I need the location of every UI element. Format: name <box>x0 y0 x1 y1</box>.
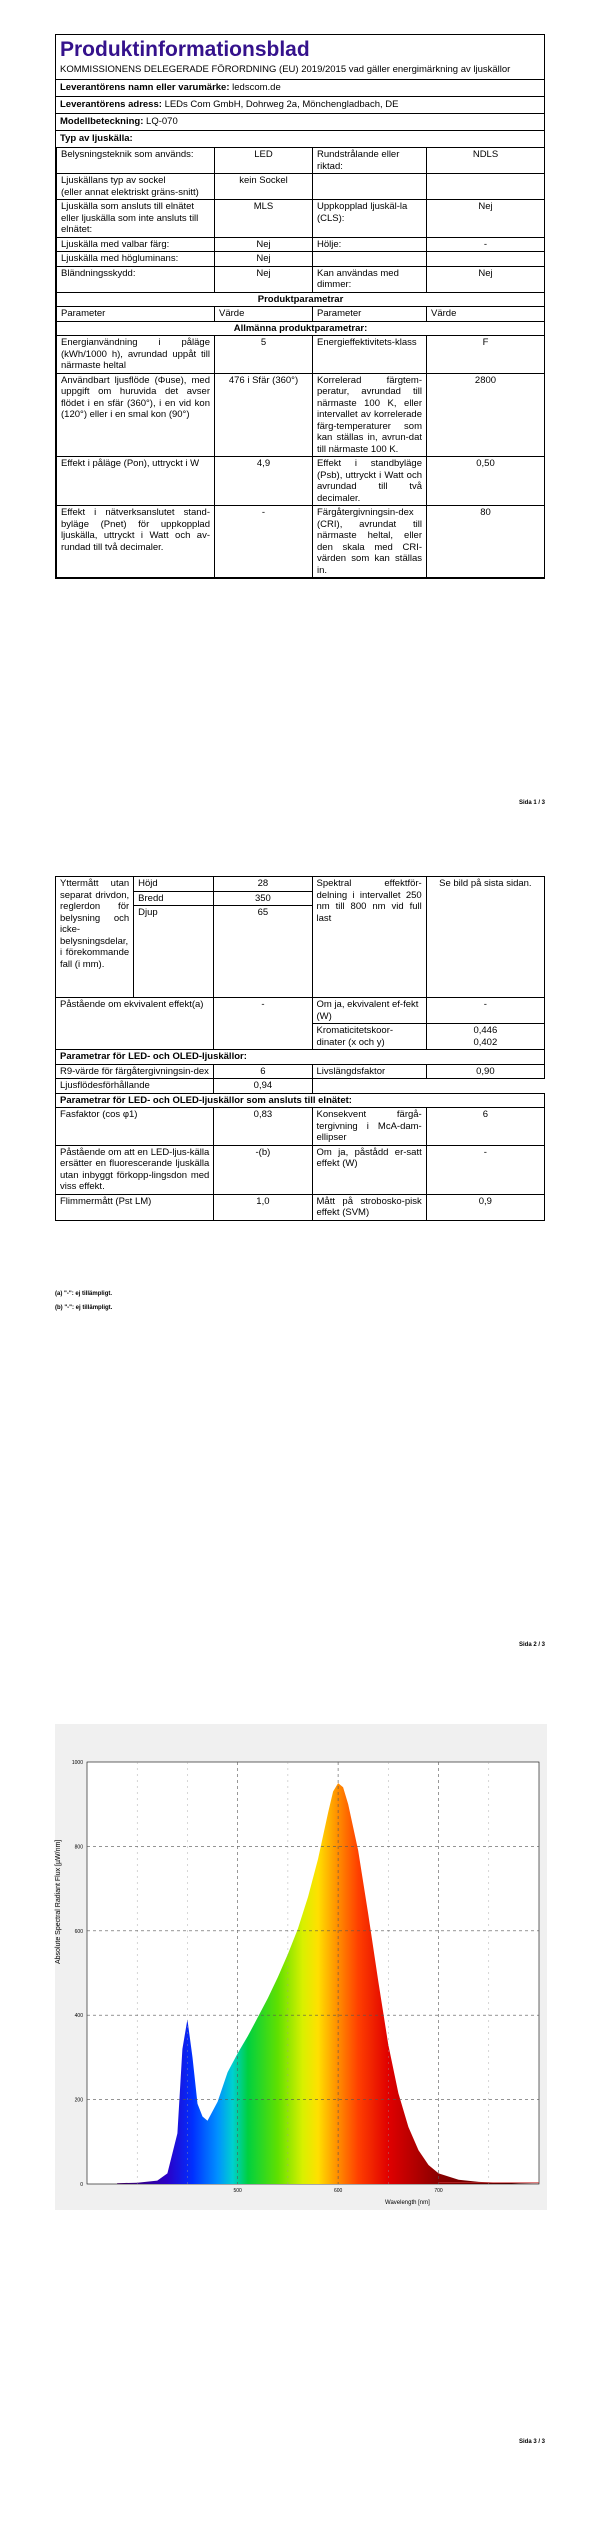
x-tick-label: 700 <box>434 2188 443 2194</box>
row-value-2: NDLS <box>427 148 545 174</box>
param-row <box>57 457 545 506</box>
consistency-value: 6 <box>426 1108 544 1146</box>
consistency-label: Konsekvent färgå-tergivning i McA-dam-ellipser <box>312 1108 426 1146</box>
y-tick-label: 800 <box>74 1844 83 1851</box>
dim-key-height: Höjd <box>134 877 214 892</box>
supplier-row <box>56 79 544 96</box>
page-number: Sida 1 / 3 <box>518 800 545 806</box>
row-value-2: Nej <box>427 266 545 292</box>
footnote-a: (a) "-": ej tillämpligt. <box>55 1291 113 1297</box>
param-value-2: 0,50 <box>427 457 545 506</box>
dim-value-height: 28 <box>214 877 312 892</box>
row-label-2 <box>313 252 427 267</box>
light-source-row <box>57 174 545 200</box>
dim-value-width: 350 <box>214 891 312 906</box>
row-label: Ljuskälla som ansluts till elnätet eller ljuskälla som inte ansluts till elnätet: <box>57 200 215 238</box>
pf-label: Fasfaktor (cos φ1) <box>56 1108 214 1146</box>
replacement-w-value: - <box>426 1145 544 1194</box>
param-label-2: Färgåtergivningsin-dex (CRI), avrundat till närmaste heltal, eller den skala med CRI-värden som kan ställas in. <box>313 506 427 578</box>
param-row <box>57 336 545 374</box>
row-value: MLS <box>215 200 313 238</box>
row-label-2: Uppkopplad ljuskäl-la (CLS): <box>313 200 427 238</box>
param-value-2: 80 <box>427 506 545 578</box>
param-label-2: Energieffektivitets-klass <box>313 336 427 374</box>
stroboscopic-value: 0,9 <box>426 1194 544 1220</box>
model-value: LQ-070 <box>146 116 178 127</box>
row-value-2 <box>427 174 545 200</box>
page-number: Sida 2 / 3 <box>518 1642 545 1648</box>
flicker-label: Flimmermått (Pst LM) <box>56 1194 214 1220</box>
row-value: kein Sockel <box>215 174 313 200</box>
supplier-value: ledscom.de <box>232 82 281 93</box>
x-tick-label: 600 <box>333 2188 343 2194</box>
row-label-2: Hölje: <box>313 237 427 252</box>
row-value: LED <box>215 148 313 174</box>
replacement-value: -(b) <box>214 1145 312 1194</box>
row-label-2: Rundstrålande eller riktad: <box>313 148 427 174</box>
page-title: Produktinformationsblad <box>60 38 310 61</box>
x-tick-label: 500 <box>233 2188 242 2194</box>
light-source-row <box>57 266 545 292</box>
param-label-2: Effekt i standbyläge (Psb), uttryckt i Watt och avrundad till två decimaler. <box>313 457 427 506</box>
chroma-label: Kromaticitetskoor-dinater (x och y) <box>312 1024 426 1050</box>
row-value-2 <box>427 252 545 267</box>
address-row <box>56 96 544 113</box>
chroma-x: 0,446 <box>473 1025 498 1036</box>
spectrum-value: Se bild på sista sidan. <box>426 877 544 998</box>
params-box-2 <box>55 876 545 1221</box>
row-label-2: Kan användas med dimmer: <box>313 266 427 292</box>
light-source-row <box>57 237 545 252</box>
param-label: Effekt i påläge (Pon), uttryckt i W <box>57 457 215 506</box>
param-label: Energianvändning i påläge (kWh/1000 h), avrundad uppåt till närmaste heltal <box>57 336 215 374</box>
params-table-2 <box>55 876 545 1221</box>
page-2 <box>0 842 595 1684</box>
supplier-label: Leverantörens namn eller varumärke: <box>60 82 230 93</box>
param-label: Effekt i nätverksanslutet stand-byläge (Pnet) för uppkopplad ljuskälla, uttryckt i Watt och av-rundad till två decimaler. <box>57 506 215 578</box>
row-label: Bländningsskydd: <box>57 266 215 292</box>
replacement-label: Påstående om att en LED-ljus-källa ersätter en fluorescerande ljuskälla utan inbyggt förkopp-lingsdon med viss effekt. <box>56 1145 214 1194</box>
light-source-row <box>57 148 545 174</box>
pf-value: 0,83 <box>214 1108 312 1146</box>
y-tick-label: 200 <box>74 2097 83 2104</box>
spectrum-plot <box>55 1724 547 2210</box>
row-label: Ljuskälla med valbar färg: <box>57 237 215 252</box>
param-label: Användbart ljusflöde (Φuse), med uppgift om huruvida det avser flödet i en sfär (360°), i en vid kon (120°) eller i en smal kon (90°) <box>57 373 215 457</box>
dims-label: Yttermått utan separat drivdon, reglerdon för belysning och icke-belysningsdelar, i förekommande fall (i mm). <box>56 877 134 998</box>
flicker-value: 1,0 <box>214 1194 312 1220</box>
general-params-header: Allmänna produktparametrar: <box>57 321 545 336</box>
col-value-1: Värde <box>215 307 313 322</box>
mains-params-header: Parametrar för LED- och OLED-ljuskällor som ansluts till elnätet: <box>56 1093 545 1108</box>
empty-cell <box>312 1079 545 1094</box>
life-label: Livslängdsfaktor <box>312 1064 426 1079</box>
equiv-w-value: - <box>426 998 544 1024</box>
param-value: 476 i Sfär (360°) <box>215 373 313 457</box>
led-params-header: Parametrar för LED- och OLED-ljuskällor: <box>56 1050 545 1065</box>
light-source-table <box>56 147 545 578</box>
footnote-b: (b) "-": ej tillämpligt. <box>55 1305 113 1311</box>
y-axis-label: Absolute Spectral Radiant Flux [µW/nm] <box>55 1839 62 1964</box>
row-value-2: - <box>427 237 545 252</box>
page-number: Sida 3 / 3 <box>518 2439 545 2445</box>
flux-value: 0,94 <box>214 1079 312 1094</box>
y-tick-label: 0 <box>80 2182 83 2188</box>
address-value: LEDs Com GmbH, Dohrweg 2a, Mönchengladbach, DE <box>164 99 399 110</box>
page-3 <box>0 1684 595 2526</box>
life-value: 0,90 <box>426 1064 544 1079</box>
col-param-1: Parameter <box>57 307 215 322</box>
col-value-2: Värde <box>427 307 545 322</box>
model-row <box>56 113 544 130</box>
params-header: Produktparametrar <box>57 292 545 307</box>
dim-key-depth: Djup <box>134 906 214 998</box>
chroma-y: 0,402 <box>473 1036 498 1048</box>
param-label-2: Korrelerad färgtem-peratur, avrundad till närmaste 100 K, eller intervallet av korrelerade färg-temperaturer som kan ställas in, avrun-dat till närmaste 100 K. <box>313 373 427 457</box>
address-label: Leverantörens adress: <box>60 99 162 110</box>
col-param-2: Parameter <box>313 307 427 322</box>
spectrum-label: Spektral effektför-delning i intervallet 250 nm till 800 nm vid full last <box>312 877 426 998</box>
row-value: Nej <box>215 266 313 292</box>
y-tick-label: 600 <box>74 1928 83 1935</box>
x-axis-label: Wavelength [nm] <box>385 2200 430 2206</box>
row-label: Ljuskälla med högluminans: <box>57 252 215 267</box>
equiv-w-label: Om ja, ekvivalent ef-fekt (W) <box>312 998 426 1024</box>
param-row <box>57 373 545 457</box>
flux-label: Ljusflödesförhållande <box>56 1079 214 1094</box>
equiv-label: Påstående om ekvivalent effekt(a) <box>56 998 214 1050</box>
stroboscopic-label: Mått på strobosko-pisk effekt (SVM) <box>312 1194 426 1220</box>
row-label: Belysningsteknik som används: <box>57 148 215 174</box>
info-sheet-box <box>55 34 545 579</box>
param-row <box>57 506 545 578</box>
param-value-2: F <box>427 336 545 374</box>
row-label: Ljuskällans typ av sockel (eller annat elektriskt gräns-snitt) <box>57 174 215 200</box>
page-1 <box>0 0 595 842</box>
model-label: Modellbeteckning: <box>60 116 144 127</box>
y-tick-label: 1000 <box>71 1760 83 1766</box>
param-value: - <box>215 506 313 578</box>
y-tick-label: 400 <box>74 2013 83 2020</box>
param-value: 4,9 <box>215 457 313 506</box>
light-source-row <box>57 252 545 267</box>
type-row <box>56 130 544 147</box>
row-label-2 <box>313 174 427 200</box>
type-label: Typ av ljuskälla: <box>60 133 133 144</box>
chroma-values <box>426 1024 544 1050</box>
row-value: Nej <box>215 252 313 267</box>
dim-value-depth: 65 <box>214 906 312 998</box>
r9-label: R9-värde för färgåtergivningsin-dex <box>56 1064 214 1079</box>
dim-key-width: Bredd <box>134 891 214 906</box>
row-value: Nej <box>215 237 313 252</box>
light-source-row <box>57 200 545 238</box>
r9-value: 6 <box>214 1064 312 1079</box>
regulation-subtitle: KOMMISSIONENS DELEGERADE FÖRORDNING (EU) 2019/2015 vad gäller energimärkning av ljuskällor <box>60 64 511 75</box>
row-value-2: Nej <box>427 200 545 238</box>
spectrum-chart <box>55 1724 547 2210</box>
param-value: 5 <box>215 336 313 374</box>
param-value-2: 2800 <box>427 373 545 457</box>
equiv-value: - <box>214 998 312 1050</box>
replacement-w-label: Om ja, påstådd er-satt effekt (W) <box>312 1145 426 1194</box>
